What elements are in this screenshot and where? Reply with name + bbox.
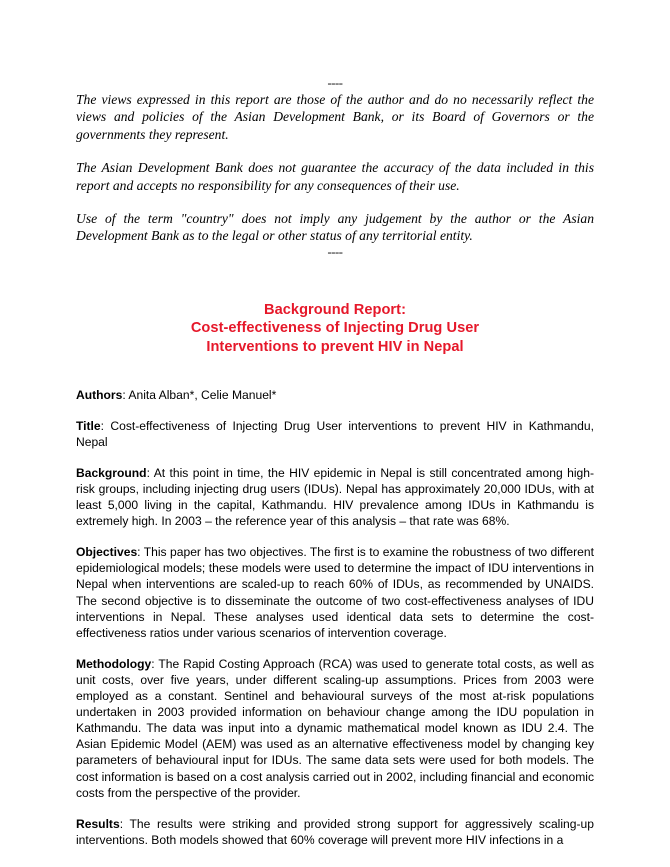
section-results-text: The results were striking and provided strong support for aggressively scaling-up interventions. Both models showed that 60% coverage will prevent more HIV infections in a <box>76 816 594 847</box>
disclaimer-paragraph-views: The views expressed in this report are those of the author and do no necessarily reflect the views and policies of the Asian Development Bank, or its Board of Governors or the governments they represent. <box>76 92 594 142</box>
section-authors-label: Authors <box>76 387 123 402</box>
report-title <box>76 301 594 357</box>
section-objectives-label: Objectives <box>76 545 138 560</box>
section-authors <box>76 387 594 403</box>
title-line-1: Background Report: <box>264 301 406 318</box>
separator-top: ---- <box>327 76 343 90</box>
disclaimer-paragraph-country: Use of the term "country" does not imply any judgement by the author or the Asian Development Bank as to the legal or other status of any territorial entity. <box>76 211 594 244</box>
section-title <box>76 418 594 450</box>
section-background-label: Background <box>76 465 147 480</box>
section-results-separator: : <box>119 816 130 831</box>
disclaimer-paragraph-accuracy: The Asian Development Bank does not guarantee the accuracy of the data included in this report and accepts no responsibility for any consequences of their use. <box>76 160 594 193</box>
section-background-separator: : <box>146 465 154 480</box>
separator-bottom: ---- <box>327 244 343 259</box>
title-line-3: Interventions to prevent HIV in Nepal <box>206 339 464 356</box>
section-background-text: At this point in time, the HIV epidemic in Nepal is still concentrated among high-risk groups, including injecting drug users (IDUs). Nepal has approximately 20,000 IDUs, with at least 5,000 living in the capital, Kathmandu. HIV prevalence among IDUs in Kathmandu is extremely high. In 2003 – the reference year of this analysis – that rate was 68%. <box>76 465 594 529</box>
section-objectives <box>76 544 594 641</box>
section-title-separator: : <box>100 418 111 433</box>
section-objectives-separator: : <box>137 545 144 560</box>
section-title-text: Cost-effectiveness of Injecting Drug User interventions to prevent HIV in Kathmandu, Nepal <box>76 418 594 449</box>
section-methodology-text: The Rapid Costing Approach (RCA) was used to generate total costs, as well as unit costs, over five years, under different scaling-up assumptions. Prices from 2003 were employed as a constant. Sentinel and behavioural surveys of the most at-risk populations undertaken in 2003 provided information on behaviour change among the IDU population in Kathmandu. The data was input into a dynamic mathematical model known as IDU 2.4. The Asian Epidemic Model (AEM) was used as an alternative effectiveness model by changing key parameters of behavioural input for IDUs. The same data sets were used for both models. The cost information is based on a cost analysis carried out in 2002, including financial and economic costs from the perspective of the provider. <box>76 656 594 800</box>
page-content <box>76 76 594 848</box>
section-methodology <box>76 656 594 801</box>
disclaimer-block <box>76 91 594 245</box>
title-line-2: Cost-effectiveness of Injecting Drug User <box>190 320 480 337</box>
section-results-label: Results <box>76 816 120 831</box>
section-results <box>76 816 594 848</box>
section-methodology-separator: : <box>151 656 159 671</box>
section-authors-text: Anita Alban*, Celie Manuel* <box>128 387 277 402</box>
section-background <box>76 465 594 529</box>
section-methodology-label: Methodology <box>76 656 152 671</box>
section-authors-separator: : <box>122 387 129 402</box>
section-objectives-text: This paper has two objectives. The first is to examine the robustness of two different epidemiological models; these models were used to determine the impact of IDU interventions in Nepal when interventions are scaled-up to reach 60% of IDUs, as recommended by UNAIDS. The second objective is to disseminate the outcome of two cost-effectiveness analyses of IDU interventions in Nepal. These analyses used identical data sets to determine the cost-effectiveness ratios under various scenarios of intervention coverage. <box>76 545 594 640</box>
abstract-body <box>76 387 594 848</box>
section-title-label: Title <box>76 418 101 433</box>
